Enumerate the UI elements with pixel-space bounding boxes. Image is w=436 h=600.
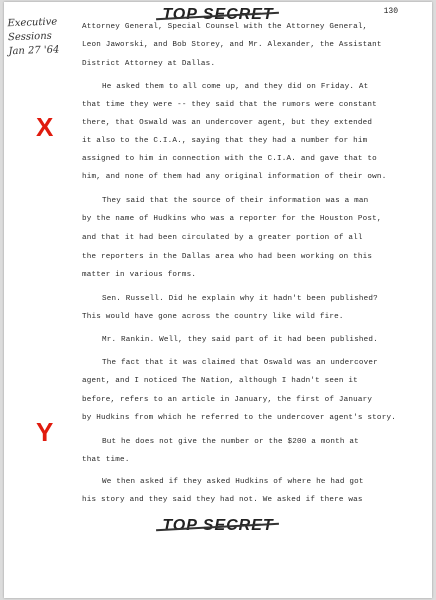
text-line: He asked them to all come up, and they did on Friday. At [102, 83, 369, 91]
top-secret-stamp-header: TOP SECRET [162, 6, 274, 23]
text-line: Leon Jaworski, and Bob Storey, and Mr. Alexander, the Assistant [82, 41, 382, 49]
text-line: it also to the C.I.A., saying that they had a number for him [82, 137, 368, 145]
text-line: Attorney General, Special Counsel with the Attorney General, [82, 23, 368, 31]
red-x-marker: X [36, 112, 54, 142]
margin-note-line: Executive [7, 16, 58, 30]
text-line: by Hudkins from which he referred to the undercover agent's story. [82, 414, 396, 422]
text-line: agent, and I noticed The Nation, although I hadn't seen it [82, 377, 358, 385]
text-line: before, refers to an article in January, the first of January [82, 396, 373, 404]
margin-note-line: Jan 27 '64 [8, 44, 60, 58]
text-line: matter in various forms. [82, 271, 197, 279]
text-line: District Attorney at Dallas. [82, 60, 216, 68]
text-line: But he does not give the number or the $200 a month at [102, 438, 359, 446]
text-line: the reporters in the Dallas area who had been working on this [82, 253, 373, 261]
text-line: We then asked if they asked Hudkins of where he had got [102, 478, 364, 486]
text-line: The fact that it was claimed that Oswald was an undercover [102, 359, 378, 367]
top-secret-stamp-footer: TOP SECRET [162, 517, 274, 534]
text-line: there, that Oswald was an undercover agent, but they extended [82, 119, 373, 127]
red-y-marker: Y [36, 417, 54, 447]
margin-note-line: Sessions [7, 30, 52, 44]
handwritten-margin-note [7, 15, 78, 59]
page-number: 130 [383, 7, 398, 16]
text-line: Mr. Rankin. Well, they said part of it had been published. [102, 336, 378, 344]
text-line: Sen. Russell. Did he explain why it hadn't been published? [102, 295, 378, 303]
text-line: assigned to him in connection with the C.I.A. and gave that to [82, 155, 377, 163]
text-line: They said that the source of their information was a man [102, 197, 369, 205]
text-line: that time. [82, 456, 130, 464]
text-line: and that it had been circulated by a greater portion of all [82, 234, 363, 242]
document-page [4, 2, 432, 598]
text-line: by the name of Hudkins who was a reporter for the Houston Post, [82, 215, 382, 223]
text-line: that time they were -- they said that the rumors were constant [82, 101, 377, 109]
text-line: him, and none of them had any original information of their own. [82, 173, 387, 181]
text-line: his story and they said they had not. We asked if there was [82, 496, 363, 504]
text-line: This would have gone across the country like wild fire. [82, 313, 344, 321]
